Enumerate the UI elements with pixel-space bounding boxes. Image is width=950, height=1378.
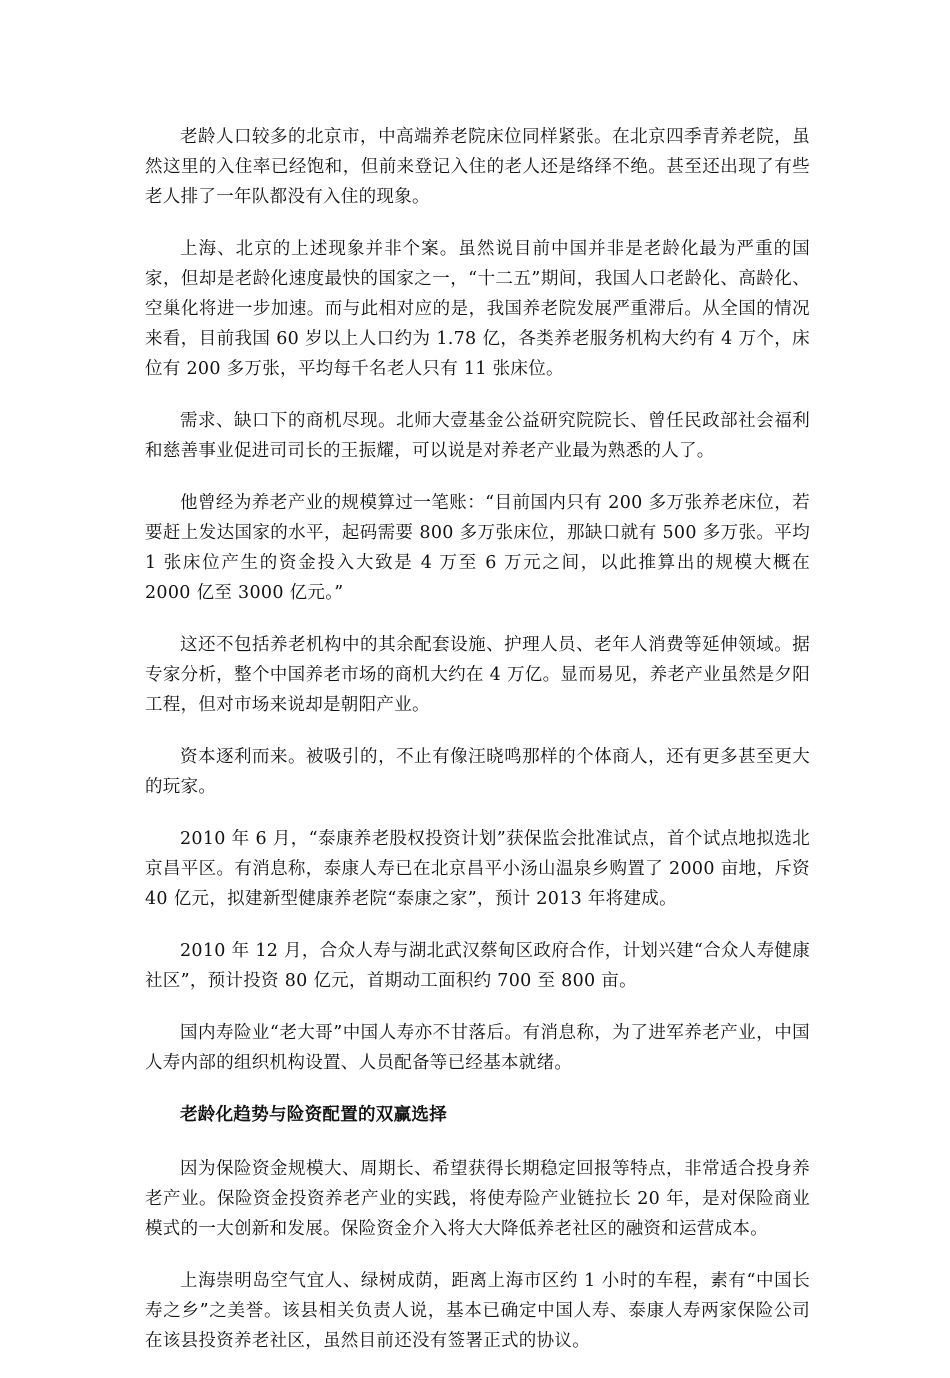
paragraph-beijing-nursing-homes: 老龄人口较多的北京市，中高端养老院床位同样紧张。在北京四季青养老院，虽然这里的入住率已经饱和，但前来登记入住的老人还是络绎不绝。甚至还出现了有些老人排了一年队都没有入住的现象。 [145,127,810,207]
section-heading: 老龄化趋势与险资配置的双赢选择 [180,1105,447,1125]
paragraph-chongming-island: 上海崇明岛空气宜人、绿树成荫，距离上海市区约 1 小时的车程，素有“中国长寿之乡”之美誉。该县相关负责人说，基本已确定中国人寿、泰康人寿两家保险公司在该县投资养老社区，虽然目前还没有签署正式的协议。 [145,1271,810,1351]
paragraph-capital-inflow: 资本逐利而来。被吸引的，不止有像汪晓鸣那样的个体商人，还有更多甚至更大的玩家。 [145,747,810,797]
paragraph-china-life: 国内寿险业“老大哥”中国人寿亦不甘落后。有消息称，为了进军养老产业，中国人寿内部的组织机构设置、人员配备等已经基本就绪。 [145,1023,810,1073]
paragraph-hezhong-plan: 2010 年 12 月，合众人寿与湖北武汉蔡甸区政府合作，计划兴建“合众人寿健康社区”，预计投资 80 亿元，首期动工面积约 700 至 800 亩。 [145,941,810,991]
paragraph-aging-trend: 上海、北京的上述现象并非个案。虽然说目前中国并非是老龄化最为严重的国家，但却是老龄化速度最快的国家之一，“十二五”期间，我国人口老龄化、高龄化、空巢化将进一步加速。而与此相对应的是，我国养老院发展严重滞后。从全国的情况来看，目前我国 60 岁以上人口约为 1.78 亿，各类养老服务机构大约有 4 万个，床位有 200 多万张，平均每千名老人只有 11 张床位。 [145,239,810,379]
paragraph-market-calculation: 他曾经为养老产业的规模算过一笔账：“目前国内只有 200 多万张养老床位，若要赶上发达国家的水平，起码需要 800 多万张床位，那缺口就有 500 多万张。平均 1 张床位产生的资金投入大致是 4 万至 6 万元之间，以此推算出的规模大概在 2000 亿至 3000 亿元。” [145,493,810,603]
document-page [145,122,810,1378]
paragraph-market-size: 这还不包括养老机构中的其余配套设施、护理人员、老年人消费等延伸领域。据专家分析，整个中国养老市场的商机大约在 4 万亿。显而易见，养老产业虽然是夕阳工程，但对市场来说却是朝阳产业。 [145,635,810,715]
paragraph-business-opportunity: 需求、缺口下的商机尽现。北师大壹基金公益研究院院长、曾任民政部社会福利和慈善事业促进司司长的王振耀，可以说是对养老产业最为熟悉的人了。 [145,411,810,461]
paragraph-insurance-funds: 因为保险资金规模大、周期长、希望获得长期稳定回报等特点，非常适合投身养老产业。保险资金投资养老产业的实践，将使寿险产业链拉长 20 年，是对保险商业模式的一大创新和发展。保险资金介入将大大降低养老社区的融资和运营成本。 [145,1159,810,1239]
paragraph-taikang-plan: 2010 年 6 月，“泰康养老股权投资计划”获保监会批准试点，首个试点地拟选北京昌平区。有消息称，泰康人寿已在北京昌平小汤山温泉乡购置了 2000 亩地，斥资 40 亿元，拟建新型健康养老院“泰康之家”，预计 2013 年将建成。 [145,829,810,909]
